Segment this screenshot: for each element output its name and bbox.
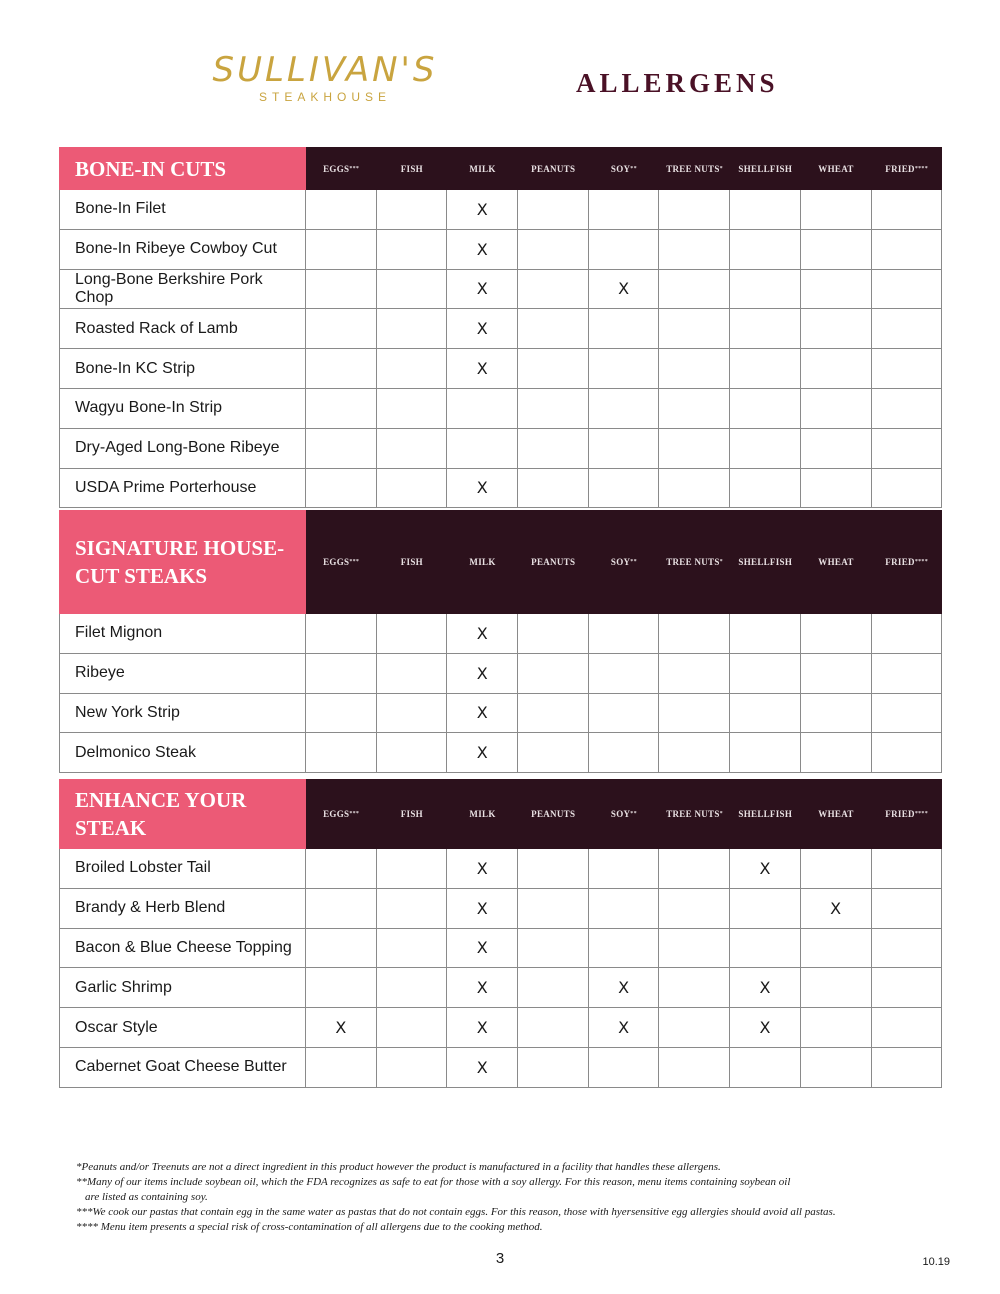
- column-header-label: FISH: [400, 557, 423, 567]
- allergen-cell: [801, 190, 872, 229]
- allergen-cell: [659, 889, 730, 928]
- allergen-cell: [730, 733, 801, 772]
- allergen-cell: [801, 230, 872, 269]
- column-header: [589, 779, 660, 849]
- allergen-cell: [306, 230, 377, 269]
- allergen-cell: [659, 968, 730, 1007]
- allergen-cell: [589, 733, 660, 772]
- allergen-cell: [659, 614, 730, 653]
- column-header-label: WHEAT: [818, 809, 854, 819]
- allergen-cell: [801, 694, 872, 733]
- allergen-cell: [659, 929, 730, 968]
- column-header: [730, 147, 801, 190]
- column-header-label: SHELLFISH: [738, 163, 793, 174]
- allergen-cell: [589, 230, 660, 269]
- column-header: [871, 779, 942, 849]
- allergen-cell: X: [447, 190, 518, 229]
- item-name: USDA Prime Porterhouse: [59, 469, 306, 508]
- allergen-cell: [377, 889, 448, 928]
- allergen-cell: [377, 654, 448, 693]
- logo-subtitle: STEAKHOUSE: [258, 90, 392, 104]
- column-header-label: MILK: [469, 557, 496, 567]
- allergen-cell: [377, 190, 448, 229]
- allergen-cell: [659, 469, 730, 508]
- allergen-cell: [306, 349, 377, 388]
- allergen-cell: [730, 614, 801, 653]
- item-name: Brandy & Herb Blend: [59, 889, 306, 928]
- allergen-cell: [377, 270, 448, 309]
- allergen-cell: X: [730, 968, 801, 1007]
- column-header-label: PEANUTS: [531, 163, 576, 174]
- allergen-cell: [447, 389, 518, 428]
- allergen-cell: [872, 389, 943, 428]
- allergen-cell: [801, 614, 872, 653]
- column-header: [306, 147, 377, 190]
- column-header-label: SOY: [610, 557, 631, 567]
- allergen-cell: [306, 1048, 377, 1087]
- allergen-cell: [377, 429, 448, 468]
- allergen-cell: [872, 230, 943, 269]
- column-header-footnote-mark: **: [630, 559, 637, 565]
- allergen-cell: X: [730, 849, 801, 888]
- allergen-cell: [872, 929, 943, 968]
- section-rows: [59, 614, 942, 773]
- column-header-label: FRIED: [885, 163, 915, 174]
- table-row: [59, 270, 942, 310]
- column-header-label: SOY: [610, 809, 631, 819]
- allergen-cell: [589, 190, 660, 229]
- allergen-cell: [518, 968, 589, 1007]
- allergen-cell: [518, 889, 589, 928]
- table-row: [59, 733, 942, 773]
- allergen-cell: [306, 733, 377, 772]
- column-header-label: TREE NUTS: [666, 557, 720, 567]
- column-header-footnote-mark: ****: [914, 811, 929, 817]
- column-header-label: EGGS: [323, 809, 350, 819]
- allergen-cell: X: [589, 1008, 660, 1047]
- footnote-fried: **** Menu item presents a special risk of cross-contamination of all allergens due to the cooking method.: [76, 1221, 543, 1233]
- allergen-cell: [872, 1008, 943, 1047]
- column-header-label: EGGS: [323, 163, 350, 174]
- allergen-cell: [377, 1048, 448, 1087]
- allergen-cell: X: [447, 230, 518, 269]
- footnotes: [76, 1160, 956, 1235]
- item-name: Bone-In Ribeye Cowboy Cut: [59, 230, 306, 269]
- allergen-cell: [659, 349, 730, 388]
- allergen-cell: [872, 1048, 943, 1087]
- page-title: ALLERGENS: [576, 68, 779, 98]
- allergen-cell: [730, 469, 801, 508]
- allergen-cell: [659, 429, 730, 468]
- allergen-cell: [589, 309, 660, 348]
- allergen-cell: [306, 614, 377, 653]
- column-header: [589, 510, 660, 614]
- column-header-label: PEANUTS: [531, 809, 576, 819]
- allergen-cell: [518, 270, 589, 309]
- column-header: [801, 510, 872, 614]
- table-row: [59, 349, 942, 389]
- allergen-cell: [872, 889, 943, 928]
- column-header: [518, 779, 589, 849]
- column-header-footnote-mark: **: [630, 165, 637, 172]
- allergen-cell: [518, 230, 589, 269]
- allergen-cell: [730, 929, 801, 968]
- allergen-cell: [730, 309, 801, 348]
- column-headers: [306, 510, 942, 614]
- column-header-footnote-mark: ****: [914, 165, 929, 172]
- footnote-eggs: ***We cook our pastas that contain egg in the same water as pastas that do not contain eggs. For this reason, those with hyersensitive egg allergies should avoid all pastas.: [76, 1206, 836, 1218]
- item-name: Garlic Shrimp: [59, 968, 306, 1007]
- allergen-cell: [872, 469, 943, 508]
- allergen-cell: X: [447, 614, 518, 653]
- table-row: [59, 929, 942, 969]
- allergen-cell: [801, 849, 872, 888]
- allergen-cell: X: [730, 1008, 801, 1047]
- allergen-cell: [801, 968, 872, 1007]
- allergen-cell: [306, 190, 377, 229]
- column-header-label: FRIED: [885, 557, 915, 567]
- column-header-label: MILK: [469, 163, 496, 174]
- column-header: [377, 147, 448, 190]
- footnote-soy-continued: are listed as containing soy.: [85, 1191, 208, 1203]
- column-header-footnote-mark: *: [719, 559, 723, 565]
- table-row: [59, 614, 942, 654]
- allergen-cell: [377, 733, 448, 772]
- section-signature-steaks: [59, 510, 942, 773]
- allergen-cell: [377, 1008, 448, 1047]
- item-name: Bone-In KC Strip: [59, 349, 306, 388]
- column-header: [659, 510, 730, 614]
- item-name: Cabernet Goat Cheese Butter: [59, 1048, 306, 1087]
- allergen-cell: [518, 849, 589, 888]
- allergen-cell: [730, 1048, 801, 1087]
- table-row: [59, 429, 942, 469]
- column-header: [377, 779, 448, 849]
- column-header: [589, 147, 660, 190]
- allergen-cell: [518, 654, 589, 693]
- logo-name: SULLIVAN'S: [212, 50, 438, 90]
- column-header-footnote-mark: ****: [914, 559, 929, 565]
- section-enhance-your-steak: [59, 779, 942, 1088]
- allergen-cell: [730, 889, 801, 928]
- allergen-cell: [872, 190, 943, 229]
- allergen-cell: [518, 733, 589, 772]
- version-label: 10.19: [922, 1256, 950, 1268]
- column-header-label: SOY: [610, 163, 631, 174]
- allergen-cell: [518, 389, 589, 428]
- allergen-cell: [589, 614, 660, 653]
- allergen-cell: X: [447, 270, 518, 309]
- allergen-cell: [589, 429, 660, 468]
- allergen-cell: [730, 349, 801, 388]
- column-header-footnote-mark: **: [630, 811, 637, 817]
- allergen-cell: [872, 270, 943, 309]
- section-title: ENHANCE YOUR STEAK: [59, 779, 306, 849]
- table-row: [59, 849, 942, 889]
- section-title: BONE-IN CUTS: [59, 147, 306, 190]
- allergen-cell: [518, 429, 589, 468]
- table-row: [59, 389, 942, 429]
- column-header: [871, 510, 942, 614]
- allergen-cell: X: [589, 270, 660, 309]
- allergen-cell: [730, 230, 801, 269]
- allergen-cell: [872, 654, 943, 693]
- column-header-footnote-mark: *: [719, 811, 723, 817]
- column-header-label: FRIED: [885, 809, 915, 819]
- allergen-cell: [377, 389, 448, 428]
- allergen-cell: [518, 469, 589, 508]
- column-header-label: SHELLFISH: [738, 557, 793, 567]
- footnote-soy: **Many of our items include soybean oil, which the FDA recognizes as safe to eat for those with a soy allergy. For this reason, menu items containing soybean oil: [76, 1176, 791, 1188]
- allergen-cell: [730, 654, 801, 693]
- allergen-cell: X: [447, 889, 518, 928]
- column-header: [730, 510, 801, 614]
- allergen-cell: [589, 1048, 660, 1087]
- column-header: [306, 779, 377, 849]
- column-header-label: SHELLFISH: [738, 809, 793, 819]
- column-header: [801, 779, 872, 849]
- allergen-cell: [801, 733, 872, 772]
- allergen-cell: [518, 694, 589, 733]
- item-name: Bacon & Blue Cheese Topping: [59, 929, 306, 968]
- allergen-cell: [447, 429, 518, 468]
- allergen-cell: [377, 469, 448, 508]
- allergen-cell: [306, 270, 377, 309]
- column-header: [306, 510, 377, 614]
- allergen-cell: [377, 230, 448, 269]
- logo: [200, 52, 450, 104]
- allergen-cell: [306, 889, 377, 928]
- table-row: [59, 968, 942, 1008]
- column-header-footnote-mark: ***: [349, 165, 360, 172]
- allergen-cell: [306, 389, 377, 428]
- allergen-cell: [518, 614, 589, 653]
- table-row: [59, 889, 942, 929]
- table-row: [59, 1048, 942, 1088]
- column-header: [730, 779, 801, 849]
- allergen-cell: X: [801, 889, 872, 928]
- allergen-cell: [306, 849, 377, 888]
- allergen-cell: [730, 694, 801, 733]
- item-name: Long-Bone Berkshire Pork Chop: [59, 270, 306, 309]
- item-name: Delmonico Steak: [59, 733, 306, 772]
- allergen-cell: [659, 1048, 730, 1087]
- section-rows: [59, 849, 942, 1088]
- allergen-cell: [659, 1008, 730, 1047]
- allergen-cell: [377, 694, 448, 733]
- allergen-cell: X: [447, 654, 518, 693]
- column-header-label: WHEAT: [818, 557, 854, 567]
- allergen-cell: [306, 929, 377, 968]
- column-headers: [306, 779, 942, 849]
- allergen-cell: [872, 614, 943, 653]
- column-header-label: TREE NUTS: [666, 809, 720, 819]
- allergen-cell: [730, 389, 801, 428]
- item-name: Bone-In Filet: [59, 190, 306, 229]
- allergen-cell: X: [589, 968, 660, 1007]
- column-header: [377, 510, 448, 614]
- allergen-cell: [518, 1048, 589, 1087]
- allergen-cell: [518, 309, 589, 348]
- allergen-cell: [518, 190, 589, 229]
- item-name: Roasted Rack of Lamb: [59, 309, 306, 348]
- allergen-cell: [730, 270, 801, 309]
- column-header: [659, 779, 730, 849]
- allergen-cell: [872, 349, 943, 388]
- allergen-cell: [801, 1008, 872, 1047]
- allergen-cell: [589, 654, 660, 693]
- allergen-cell: [589, 469, 660, 508]
- allergen-cell: [589, 389, 660, 428]
- allergen-cell: [801, 654, 872, 693]
- section-title: SIGNATURE HOUSE-CUT STEAKS: [59, 510, 306, 614]
- allergen-cell: [872, 733, 943, 772]
- section-rows: [59, 190, 942, 508]
- footnote-tree-nuts: *Peanuts and/or Treenuts are not a direct ingredient in this product however the product is manufactured in a facility that handles these allergens.: [76, 1161, 721, 1173]
- allergen-cell: [659, 849, 730, 888]
- allergen-cell: [801, 389, 872, 428]
- allergen-cell: [518, 929, 589, 968]
- item-name: Oscar Style: [59, 1008, 306, 1047]
- allergen-cell: [659, 230, 730, 269]
- allergen-cell: [306, 469, 377, 508]
- allergen-cell: [589, 349, 660, 388]
- allergen-cell: [659, 190, 730, 229]
- allergen-cell: [659, 270, 730, 309]
- allergen-cell: X: [447, 849, 518, 888]
- table-row: [59, 469, 942, 509]
- allergen-cell: [659, 309, 730, 348]
- column-headers: [306, 147, 942, 190]
- allergen-cell: [801, 929, 872, 968]
- allergen-cell: X: [447, 929, 518, 968]
- column-header-label: FISH: [400, 163, 423, 174]
- allergen-cell: [659, 654, 730, 693]
- table-row: [59, 230, 942, 270]
- item-name: New York Strip: [59, 694, 306, 733]
- column-header: [871, 147, 942, 190]
- column-header-label: EGGS: [323, 557, 350, 567]
- column-header-footnote-mark: ***: [349, 811, 360, 817]
- item-name: Dry-Aged Long-Bone Ribeye: [59, 429, 306, 468]
- allergen-cell: X: [447, 1048, 518, 1087]
- item-name: Filet Mignon: [59, 614, 306, 653]
- allergen-cell: [306, 654, 377, 693]
- allergen-cell: [377, 349, 448, 388]
- allergen-cell: [306, 694, 377, 733]
- section-bone-in-cuts: [59, 147, 942, 508]
- allergen-cell: [377, 309, 448, 348]
- column-header-label: TREE NUTS: [666, 163, 720, 174]
- allergen-cell: [730, 190, 801, 229]
- allergen-cell: [872, 429, 943, 468]
- column-header: [447, 510, 518, 614]
- allergen-cell: [589, 694, 660, 733]
- allergen-cell: [872, 309, 943, 348]
- allergen-cell: [872, 849, 943, 888]
- allergen-cell: [377, 968, 448, 1007]
- allergen-cell: [306, 429, 377, 468]
- allergen-cell: X: [447, 309, 518, 348]
- allergen-cell: [659, 733, 730, 772]
- allergen-cell: [872, 694, 943, 733]
- item-name: Wagyu Bone-In Strip: [59, 389, 306, 428]
- allergen-cell: [801, 349, 872, 388]
- allergen-cell: [306, 309, 377, 348]
- column-header-label: FISH: [400, 809, 423, 819]
- allergen-cell: X: [447, 469, 518, 508]
- column-header: [518, 510, 589, 614]
- table-row: [59, 309, 942, 349]
- column-header-footnote-mark: ***: [349, 559, 360, 565]
- allergen-cell: [730, 429, 801, 468]
- column-header-label: WHEAT: [818, 163, 854, 174]
- allergen-cell: [377, 929, 448, 968]
- allergen-cell: [801, 429, 872, 468]
- column-header-footnote-mark: *: [719, 165, 723, 172]
- allergen-cell: X: [447, 1008, 518, 1047]
- allergen-cell: [801, 309, 872, 348]
- allergen-cell: [306, 968, 377, 1007]
- allergen-cell: [589, 889, 660, 928]
- allergen-cell: [659, 389, 730, 428]
- allergen-cell: [589, 849, 660, 888]
- allergen-cell: X: [306, 1008, 377, 1047]
- column-header-label: MILK: [469, 809, 496, 819]
- table-row: [59, 190, 942, 230]
- item-name: Broiled Lobster Tail: [59, 849, 306, 888]
- column-header-label: PEANUTS: [531, 557, 576, 567]
- allergen-cell: [801, 270, 872, 309]
- page-number: 3: [495, 1250, 505, 1267]
- allergen-cell: [659, 694, 730, 733]
- allergen-cell: [801, 469, 872, 508]
- column-header: [518, 147, 589, 190]
- table-row: [59, 694, 942, 734]
- allergen-cell: [801, 1048, 872, 1087]
- allergen-cell: [872, 968, 943, 1007]
- allergen-cell: [518, 1008, 589, 1047]
- table-row: [59, 654, 942, 694]
- table-row: [59, 1008, 942, 1048]
- allergen-cell: [589, 929, 660, 968]
- allergen-cell: [377, 849, 448, 888]
- allergen-cell: X: [447, 694, 518, 733]
- item-name: Ribeye: [59, 654, 306, 693]
- allergen-cell: [518, 349, 589, 388]
- allergen-cell: [377, 614, 448, 653]
- allergen-cell: X: [447, 733, 518, 772]
- column-header: [659, 147, 730, 190]
- allergen-cell: X: [447, 968, 518, 1007]
- column-header: [447, 779, 518, 849]
- allergen-cell: X: [447, 349, 518, 388]
- column-header: [801, 147, 872, 190]
- column-header: [447, 147, 518, 190]
